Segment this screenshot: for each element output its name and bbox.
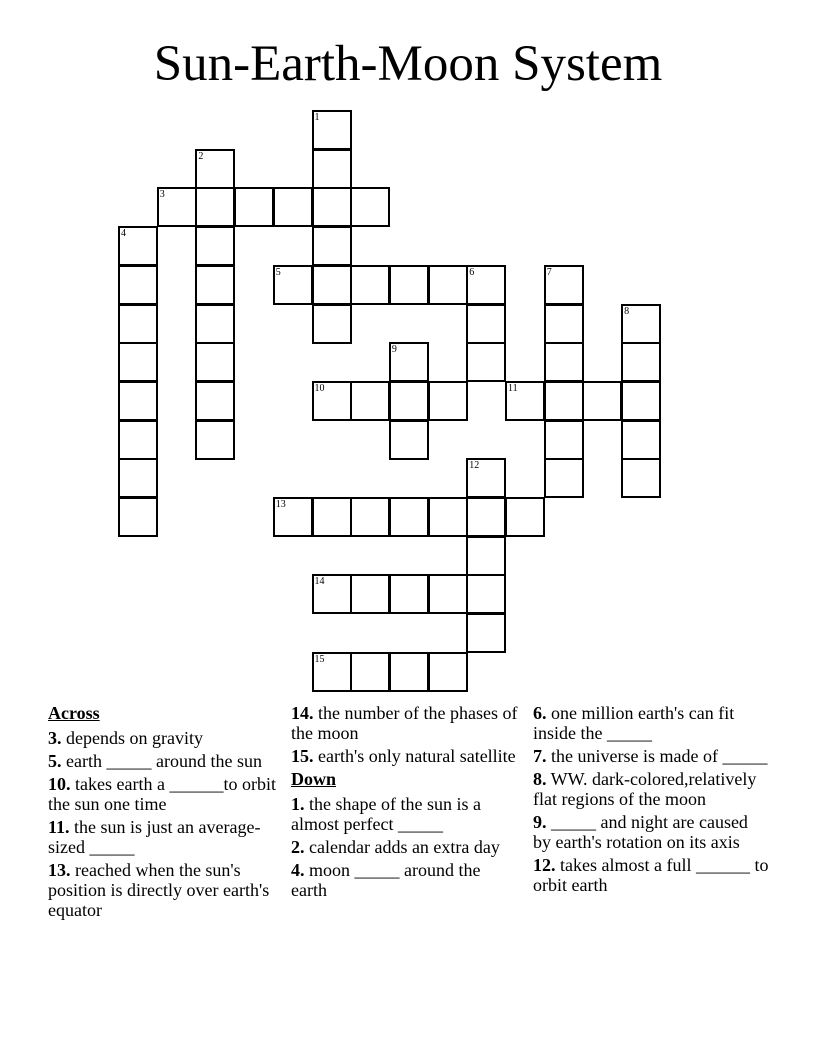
- grid-cell[interactable]: [312, 226, 352, 266]
- cell-number: 15: [314, 653, 325, 665]
- across-clue-15: [291, 746, 519, 766]
- clue-text: moon _____ around the earth: [291, 860, 481, 900]
- grid-cell[interactable]: [118, 420, 158, 460]
- clue-number: 3.: [48, 728, 62, 748]
- cell-number: 5: [275, 266, 281, 278]
- puzzle-title: Sun-Earth-Moon System: [153, 36, 663, 92]
- across-clue-14: [291, 703, 519, 743]
- clue-number: 8.: [533, 769, 547, 789]
- grid-cell[interactable]: [621, 381, 661, 421]
- grid-cell[interactable]: [195, 265, 235, 305]
- grid-cell[interactable]: [273, 187, 313, 227]
- across-clue-13: [48, 860, 276, 920]
- grid-cell[interactable]: [312, 652, 352, 692]
- grid-cell[interactable]: [466, 265, 506, 305]
- grid-cell[interactable]: [350, 574, 390, 614]
- clue-text: takes earth a ______to orbit the sun one time: [48, 774, 276, 814]
- grid-cell[interactable]: [505, 381, 545, 421]
- clue-number: 11.: [48, 817, 70, 837]
- grid-cell[interactable]: [466, 342, 506, 382]
- cell-number: 3: [159, 189, 165, 201]
- cell-number: 1: [314, 112, 320, 123]
- grid-cell[interactable]: [312, 110, 352, 150]
- grid-cell[interactable]: [544, 381, 584, 421]
- grid-cell[interactable]: [389, 497, 429, 537]
- grid-cell[interactable]: [118, 381, 158, 421]
- down-clue-12: [533, 855, 769, 895]
- down-clue-4: [291, 860, 519, 900]
- grid-cell[interactable]: [389, 652, 429, 692]
- grid-cell[interactable]: [505, 497, 545, 537]
- clue-number: 14.: [291, 703, 314, 723]
- clue-text: the universe is made of _____: [546, 746, 768, 766]
- grid-cell[interactable]: [312, 381, 352, 421]
- grid-cell[interactable]: [118, 304, 158, 344]
- grid-cell[interactable]: [118, 226, 158, 266]
- grid-cell[interactable]: [350, 652, 390, 692]
- grid-cell[interactable]: [621, 420, 661, 460]
- clue-number: 15.: [291, 746, 314, 766]
- clue-number: 2.: [291, 837, 305, 857]
- cell-number: 2: [198, 150, 204, 162]
- cell-number: 9: [391, 344, 397, 356]
- grid-cell[interactable]: [621, 342, 661, 382]
- across-clue-3: [48, 728, 276, 748]
- grid-cell[interactable]: [544, 420, 584, 460]
- grid-cell[interactable]: [428, 497, 468, 537]
- grid-cell[interactable]: [312, 497, 352, 537]
- grid-cell[interactable]: [312, 574, 352, 614]
- grid-cell[interactable]: [466, 458, 506, 498]
- clue-number: 1.: [291, 794, 305, 814]
- clue-number: 13.: [48, 860, 71, 880]
- grid-cell[interactable]: [466, 536, 506, 576]
- grid-cell[interactable]: [118, 458, 158, 498]
- down-clue-6: [533, 703, 769, 743]
- grid-cell[interactable]: [195, 342, 235, 382]
- grid-cell[interactable]: [582, 381, 622, 421]
- clue-text: one million earth's can fit inside the _____: [533, 703, 735, 743]
- grid-cell[interactable]: [157, 187, 197, 227]
- across-heading: Across: [48, 703, 100, 723]
- grid-cell[interactable]: [466, 304, 506, 344]
- grid-cell[interactable]: [312, 187, 352, 227]
- cell-number: 7: [546, 266, 552, 278]
- clue-text: the number of the phases of the moon: [291, 703, 518, 743]
- down-clue-8: [533, 769, 769, 809]
- grid-cell[interactable]: [389, 265, 429, 305]
- grid-cell[interactable]: [621, 304, 661, 344]
- cell-number: 14: [314, 576, 325, 588]
- grid-cell[interactable]: [195, 187, 235, 227]
- down-clue-1: [291, 794, 519, 834]
- grid-cell[interactable]: [195, 226, 235, 266]
- clue-text: the sun is just an average-sized _____: [48, 817, 261, 857]
- grid-cell[interactable]: [389, 342, 429, 382]
- down-clue-9: [533, 812, 769, 852]
- clue-text: earth's only natural satellite: [313, 746, 516, 766]
- grid-cell[interactable]: [195, 304, 235, 344]
- clue-text: earth _____ around the sun: [61, 751, 262, 771]
- clue-number: 4.: [291, 860, 305, 880]
- clue-text: takes almost a full ______ to orbit earth: [533, 855, 769, 895]
- grid-cell[interactable]: [350, 381, 390, 421]
- grid-cell[interactable]: [312, 149, 352, 189]
- grid-cell[interactable]: [118, 497, 158, 537]
- grid-cell[interactable]: [350, 497, 390, 537]
- clue-number: 5.: [48, 751, 62, 771]
- grid-cell[interactable]: [466, 497, 506, 537]
- across-clue-5: [48, 751, 276, 771]
- grid-cell[interactable]: [621, 458, 661, 498]
- cell-number: 8: [624, 305, 630, 317]
- grid-cell[interactable]: [389, 574, 429, 614]
- grid-cell[interactable]: [118, 265, 158, 305]
- grid-cell[interactable]: [544, 304, 584, 344]
- grid-cell[interactable]: [466, 574, 506, 614]
- clue-column-3: [533, 703, 769, 898]
- clue-text: the shape of the sun is a almost perfect _____: [291, 794, 481, 834]
- grid-cell[interactable]: [544, 458, 584, 498]
- grid-cell[interactable]: [350, 187, 390, 227]
- clue-column-1: [48, 703, 276, 923]
- grid-cell[interactable]: [544, 342, 584, 382]
- cell-number: 11: [508, 382, 518, 394]
- grid-cell[interactable]: [389, 381, 429, 421]
- cell-number: 6: [469, 266, 475, 278]
- clue-text: _____ and night are caused by earth's rotation on its axis: [533, 812, 748, 852]
- grid-cell[interactable]: [389, 420, 429, 460]
- grid-cell[interactable]: [312, 265, 352, 305]
- grid-cell[interactable]: [428, 574, 468, 614]
- grid-cell[interactable]: [195, 381, 235, 421]
- clue-number: 6.: [533, 703, 547, 723]
- clue-text: depends on gravity: [61, 728, 203, 748]
- grid-cell[interactable]: [195, 149, 235, 189]
- cell-number: 10: [314, 382, 325, 394]
- cell-number: 12: [469, 460, 480, 472]
- clue-number: 12.: [533, 855, 556, 875]
- clue-text: calendar adds an extra day: [304, 837, 500, 857]
- grid-cell[interactable]: [466, 613, 506, 653]
- grid-cell[interactable]: [428, 265, 468, 305]
- clue-text: WW. dark-colored,relatively flat regions of the moon: [533, 769, 757, 809]
- clue-column-2: [291, 703, 519, 903]
- grid-cell[interactable]: [428, 381, 468, 421]
- clue-text: reached when the sun's position is directly over earth's equator: [48, 860, 270, 920]
- grid-cell[interactable]: [273, 265, 313, 305]
- grid-cell[interactable]: [544, 265, 584, 305]
- down-clue-2: [291, 837, 519, 857]
- across-clue-10: [48, 774, 276, 814]
- cell-number: 13: [275, 499, 286, 510]
- grid-cell[interactable]: [350, 265, 390, 305]
- grid-cell[interactable]: [312, 304, 352, 344]
- grid-cell[interactable]: [428, 652, 468, 692]
- cell-number: 4: [121, 228, 126, 240]
- down-clue-7: [533, 746, 769, 766]
- down-heading: Down: [291, 769, 337, 789]
- clue-number: 7.: [533, 746, 547, 766]
- grid-cell[interactable]: [195, 420, 235, 460]
- grid-cell[interactable]: [273, 497, 313, 537]
- clue-number: 10.: [48, 774, 71, 794]
- clue-number: 9.: [533, 812, 547, 832]
- across-clue-11: [48, 817, 276, 857]
- grid-cell[interactable]: [118, 342, 158, 382]
- grid-cell[interactable]: [234, 187, 274, 227]
